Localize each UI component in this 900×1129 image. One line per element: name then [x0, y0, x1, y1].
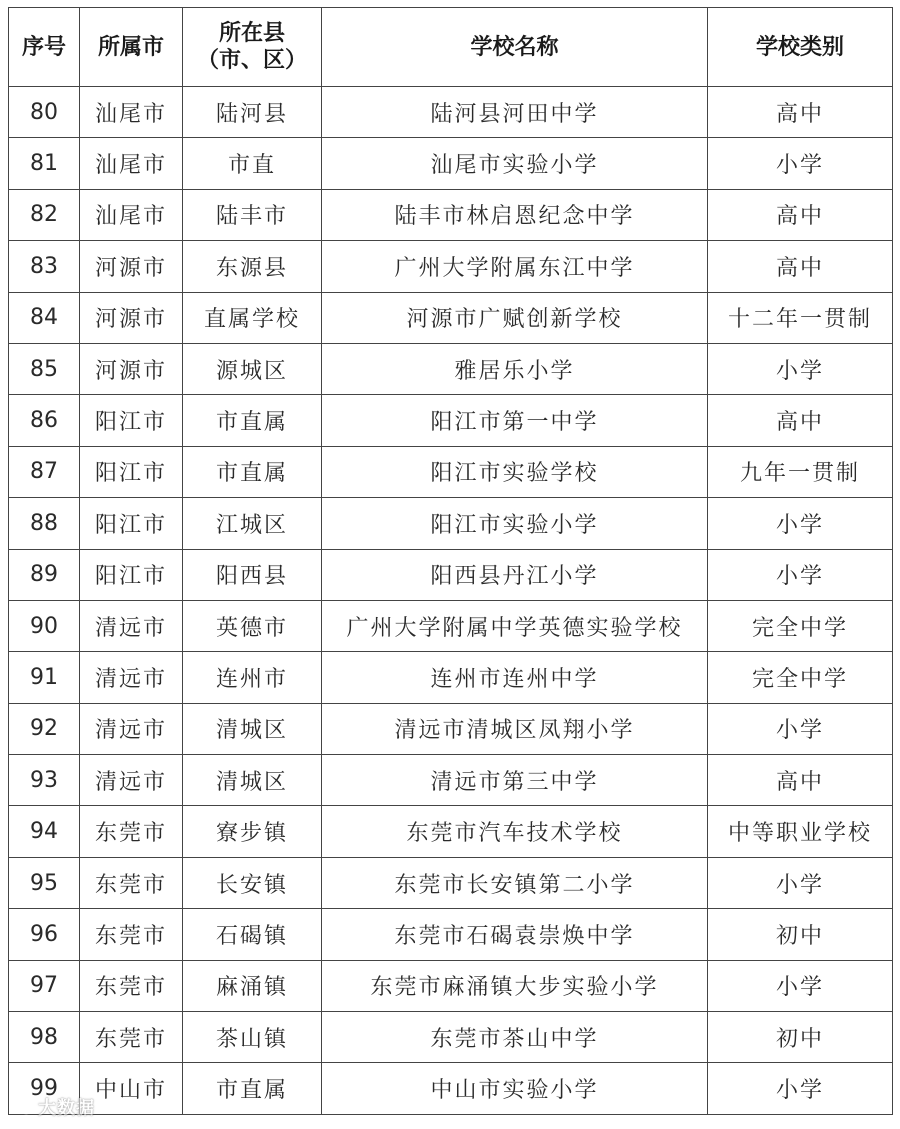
cell-school-type: 高中: [708, 395, 893, 446]
cell-county: 英德市: [183, 600, 322, 651]
cell-school-type: 小学: [708, 857, 893, 908]
table-row: [9, 549, 893, 600]
table-row: [9, 498, 893, 549]
table-row: [9, 343, 893, 394]
cell-county: 石碣镇: [183, 909, 322, 960]
cell-city: 东莞市: [80, 857, 183, 908]
cell-school-type: 小学: [708, 138, 893, 189]
header-county-line1: 所在县: [218, 21, 285, 46]
cell-school-type: 完全中学: [708, 652, 893, 703]
cell-county: 东源县: [183, 241, 322, 292]
header-num: 序号: [9, 8, 80, 87]
cell-county: 阳西县: [183, 549, 322, 600]
cell-num: 81: [9, 138, 80, 189]
table-row: [9, 703, 893, 754]
table-row: [9, 138, 893, 189]
cell-school-type: 完全中学: [708, 600, 893, 651]
cell-school-type: 高中: [708, 241, 893, 292]
cell-num: 95: [9, 857, 80, 908]
table-row: [9, 189, 893, 240]
cell-county: 源城区: [183, 343, 322, 394]
cell-num: 94: [9, 806, 80, 857]
header-row: [9, 8, 893, 87]
cell-num: 91: [9, 652, 80, 703]
cell-city: 阳江市: [80, 549, 183, 600]
cell-school-type: 九年一贯制: [708, 446, 893, 497]
header-type: 学校类别: [708, 8, 893, 87]
cell-school-name: 陆丰市林启恩纪念中学: [322, 189, 708, 240]
table-row: [9, 806, 893, 857]
table-row: [9, 909, 893, 960]
cell-school-type: 小学: [708, 498, 893, 549]
cell-school-name: 广州大学附属东江中学: [322, 241, 708, 292]
cell-county: 麻涌镇: [183, 960, 322, 1011]
cell-city: 汕尾市: [80, 189, 183, 240]
cell-city: 阳江市: [80, 446, 183, 497]
cell-num: 83: [9, 241, 80, 292]
school-list-table: [8, 7, 893, 1115]
cell-school-type: 初中: [708, 909, 893, 960]
table-row: [9, 87, 893, 138]
cell-county: 市直属: [183, 395, 322, 446]
cell-school-type: 初中: [708, 1012, 893, 1063]
header-county-line2: （市、区）: [196, 48, 307, 73]
cell-city: 清远市: [80, 652, 183, 703]
cell-school-name: 东莞市茶山中学: [322, 1012, 708, 1063]
cell-city: 东莞市: [80, 1012, 183, 1063]
table-row: [9, 652, 893, 703]
cell-school-name: 阳江市实验学校: [322, 446, 708, 497]
cell-county: 市直属: [183, 446, 322, 497]
cell-num: 82: [9, 189, 80, 240]
table-row: [9, 1012, 893, 1063]
cell-city: 清远市: [80, 600, 183, 651]
cell-num: 89: [9, 549, 80, 600]
cell-num: 90: [9, 600, 80, 651]
cell-school-name: 雅居乐小学: [322, 343, 708, 394]
cell-county: 长安镇: [183, 857, 322, 908]
cell-city: 汕尾市: [80, 138, 183, 189]
cell-num: 93: [9, 755, 80, 806]
header-county: [183, 8, 322, 87]
cell-school-type: 中等职业学校: [708, 806, 893, 857]
cell-num: 97: [9, 960, 80, 1011]
cell-county: 市直: [183, 138, 322, 189]
table-header: [9, 8, 893, 87]
cell-county: 陆河县: [183, 87, 322, 138]
cell-county: 茶山镇: [183, 1012, 322, 1063]
cell-school-name: 清远市清城区凤翔小学: [322, 703, 708, 754]
wechat-logo-icon: [12, 1096, 34, 1118]
table-row: [9, 395, 893, 446]
cell-city: 汕尾市: [80, 87, 183, 138]
cell-school-name: 东莞市长安镇第二小学: [322, 857, 708, 908]
table-row: [9, 755, 893, 806]
cell-school-name: 陆河县河田中学: [322, 87, 708, 138]
cell-city: 东莞市: [80, 960, 183, 1011]
cell-city: 东莞市: [80, 806, 183, 857]
cell-num: 80: [9, 87, 80, 138]
cell-num: 84: [9, 292, 80, 343]
cell-county: 市直属: [183, 1063, 322, 1114]
cell-city: 东莞市: [80, 909, 183, 960]
cell-school-type: 高中: [708, 87, 893, 138]
header-city: 所属市: [80, 8, 183, 87]
cell-city: 河源市: [80, 292, 183, 343]
cell-school-type: 小学: [708, 343, 893, 394]
cell-school-name: 清远市第三中学: [322, 755, 708, 806]
cell-num: 96: [9, 909, 80, 960]
cell-city: 清远市: [80, 703, 183, 754]
cell-school-name: 汕尾市实验小学: [322, 138, 708, 189]
cell-num: 88: [9, 498, 80, 549]
cell-school-name: 河源市广赋创新学校: [322, 292, 708, 343]
watermark-text: 大数据: [38, 1098, 95, 1119]
cell-school-name: 广州大学附属中学英德实验学校: [322, 600, 708, 651]
cell-school-type: 高中: [708, 189, 893, 240]
table-row: [9, 960, 893, 1011]
cell-num: 99: [9, 1063, 80, 1114]
cell-school-name: 中山市实验小学: [322, 1063, 708, 1114]
table-row: [9, 292, 893, 343]
cell-school-name: 东莞市石碣袁崇焕中学: [322, 909, 708, 960]
table-row: [9, 600, 893, 651]
cell-num: 87: [9, 446, 80, 497]
cell-city: 清远市: [80, 755, 183, 806]
cell-school-name: 东莞市麻涌镇大步实验小学: [322, 960, 708, 1011]
header-school: 学校名称: [322, 8, 708, 87]
cell-num: 98: [9, 1012, 80, 1063]
table-row: [9, 1063, 893, 1114]
cell-school-type: 十二年一贯制: [708, 292, 893, 343]
cell-county: 陆丰市: [183, 189, 322, 240]
table-body: [9, 87, 893, 1115]
cell-county: 连州市: [183, 652, 322, 703]
cell-county: 清城区: [183, 703, 322, 754]
cell-school-name: 阳江市实验小学: [322, 498, 708, 549]
watermark: [12, 1094, 95, 1120]
cell-city: 河源市: [80, 343, 183, 394]
cell-city: 阳江市: [80, 498, 183, 549]
cell-school-type: 小学: [708, 549, 893, 600]
cell-school-name: 阳江市第一中学: [322, 395, 708, 446]
cell-school-type: 小学: [708, 960, 893, 1011]
cell-school-name: 东莞市汽车技术学校: [322, 806, 708, 857]
cell-school-name: 连州市连州中学: [322, 652, 708, 703]
cell-city: 中山市: [80, 1063, 183, 1114]
table-row: [9, 241, 893, 292]
cell-city: 阳江市: [80, 395, 183, 446]
cell-county: 直属学校: [183, 292, 322, 343]
cell-county: 江城区: [183, 498, 322, 549]
cell-school-type: 小学: [708, 703, 893, 754]
cell-county: 寮步镇: [183, 806, 322, 857]
cell-school-type: 高中: [708, 755, 893, 806]
table-row: [9, 857, 893, 908]
cell-num: 86: [9, 395, 80, 446]
cell-county: 清城区: [183, 755, 322, 806]
cell-num: 85: [9, 343, 80, 394]
cell-school-name: 阳西县丹江小学: [322, 549, 708, 600]
cell-num: 92: [9, 703, 80, 754]
cell-city: 河源市: [80, 241, 183, 292]
table-row: [9, 446, 893, 497]
cell-school-type: 小学: [708, 1063, 893, 1114]
